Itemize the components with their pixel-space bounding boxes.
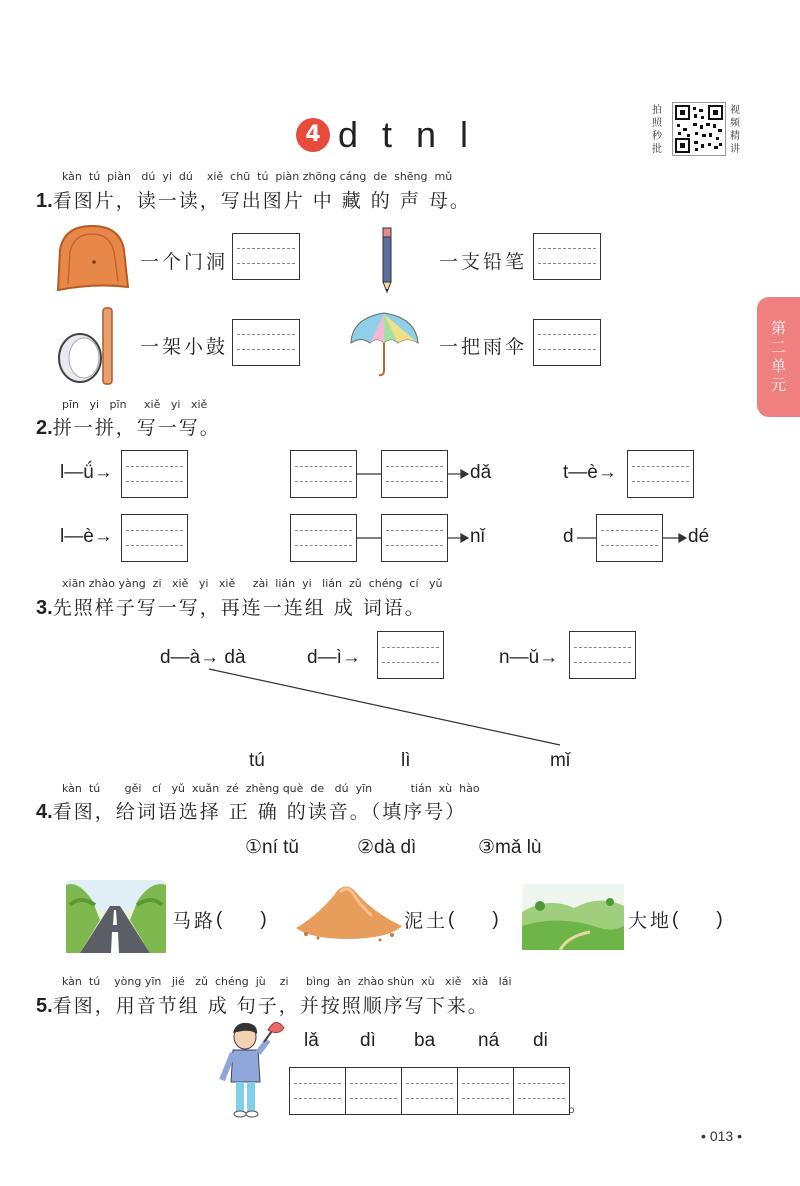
land-landscape-icon — [522, 884, 624, 950]
q2-e-box-2[interactable] — [381, 514, 448, 562]
q2-e-result: nǐ — [470, 526, 485, 547]
q3-example: d—à→ dà — [160, 647, 246, 668]
q4-word-road: 马路 — [172, 910, 217, 932]
q4-word-land: 大地 — [628, 910, 673, 932]
q5-pinyin: kàn tú yòng yīn jié zǔ chéng jù zi bìng àn zhào shùn xù xiě xià lái — [62, 975, 512, 988]
lesson-number-badge: 4 — [296, 118, 330, 152]
unit-tab[interactable] — [757, 297, 800, 417]
q5-end-mark: 。 — [568, 1094, 591, 1116]
q2-d-initial: l—è→ — [60, 526, 113, 547]
q2-f-result: dé — [688, 526, 710, 547]
q1-title — [36, 186, 471, 213]
q4-word-soil: 泥土 — [404, 910, 449, 932]
q2-b-result: dǎ — [470, 462, 492, 483]
q2-title — [36, 413, 221, 440]
q1-item-door: 一个门洞 — [140, 251, 229, 273]
q4-pinyin: kàn tú gěi cí yǔ xuǎn zé zhèng què de dú yīn tián xù hào — [62, 782, 480, 795]
q2-e-box-1[interactable] — [290, 514, 357, 562]
q4-answer-road[interactable]: ( ) — [216, 909, 267, 930]
q4-title — [36, 797, 466, 824]
q1-pinyin: kàn tú piàn dú yi dú xiě chū tú piàn zhōng cáng de shēng mǔ — [62, 170, 453, 183]
q5-text: 看图，用音节组 成 句子，并按照顺序写下来。 — [52, 995, 489, 1017]
q4-number: 4. — [36, 801, 53, 823]
q5-syllable-5: di — [533, 1030, 548, 1051]
unit-tab-label: 第二单元 — [770, 319, 786, 394]
q3-item3-initial: n—ǔ→ — [499, 647, 559, 668]
q4-answer-land[interactable]: ( ) — [672, 909, 723, 930]
q3-word-1: tú — [249, 750, 265, 771]
q1-answer-box-umbrella[interactable] — [533, 319, 601, 366]
q3-item3-answer-box[interactable] — [569, 631, 636, 679]
door-arch-icon — [58, 226, 128, 290]
q3-word-2: lì — [401, 750, 411, 771]
qr-right-label: 视频精讲 — [730, 105, 740, 155]
q3-title — [36, 593, 426, 620]
q2-a-answer-box[interactable] — [121, 450, 188, 498]
lesson-title: d t n l — [338, 114, 473, 155]
q2-f-initial: d — [563, 526, 574, 547]
q5-answer-box-4[interactable] — [457, 1067, 514, 1115]
q5-syllable-4: ná — [478, 1030, 500, 1051]
drum-icon — [59, 308, 112, 384]
q2-d-answer-box[interactable] — [121, 514, 188, 562]
q3-pinyin: xiān zhào yàng zi xiě yi xiě zài lián yi lián zǔ chéng cí yǔ — [62, 577, 443, 590]
q1-item-drum: 一架小鼓 — [140, 336, 229, 358]
q2-b-box-2[interactable] — [381, 450, 448, 498]
q2-f-answer-box[interactable] — [596, 514, 663, 562]
pencil-icon — [383, 228, 391, 292]
q1-answer-box-drum[interactable] — [232, 319, 300, 366]
q3-item2-initial: d—ì→ — [307, 647, 361, 668]
q2-c-initial: t—è→ — [563, 462, 617, 483]
q3-word-3: mǐ — [550, 750, 571, 771]
q5-answer-box-3[interactable] — [401, 1067, 458, 1115]
q5-syllable-2: dì — [360, 1030, 376, 1051]
qr-code-block[interactable] — [650, 102, 750, 160]
q5-answer-box-5[interactable] — [513, 1067, 570, 1115]
soil-mound-icon — [296, 887, 402, 942]
q4-option-3: ③mǎ lù — [478, 837, 542, 858]
qr-code-icon[interactable] — [672, 102, 726, 156]
q4-option-2: ②dà dì — [357, 837, 417, 858]
q1-text: 看图片，读一读，写出图片 中 藏 的 声 母。 — [52, 190, 471, 212]
q4-text: 看图，给词语选择 正 确 的读音。（填序号） — [52, 801, 467, 823]
q3-item2-answer-box[interactable] — [377, 631, 444, 679]
q2-c-answer-box[interactable] — [627, 450, 694, 498]
q5-answer-box-1[interactable] — [289, 1067, 346, 1115]
q1-answer-box-door[interactable] — [232, 233, 300, 280]
q5-syllable-3: ba — [414, 1030, 436, 1051]
q3-number: 3. — [36, 597, 53, 619]
q2-b-box-1[interactable] — [290, 450, 357, 498]
q5-syllable-1: lǎ — [304, 1030, 319, 1051]
q5-title — [36, 991, 489, 1018]
boy-with-trumpet-icon — [222, 1022, 284, 1117]
q1-answer-box-pencil[interactable] — [533, 233, 601, 280]
page-number: • 013 • — [701, 1128, 742, 1144]
q3-text: 先照样子写一写，再连一连组 成 词语。 — [52, 597, 426, 619]
q1-item-pencil: 一支铅笔 — [439, 251, 528, 273]
qr-left-label: 拍照秒批 — [652, 105, 662, 155]
q2-pinyin: pīn yi pīn xiě yi xiě — [62, 398, 208, 411]
q2-text: 拼一拼，写一写。 — [52, 417, 221, 439]
q5-answer-box-2[interactable] — [345, 1067, 402, 1115]
q4-answer-soil[interactable]: ( ) — [448, 909, 499, 930]
q2-number: 2. — [36, 417, 53, 439]
q5-number: 5. — [36, 995, 53, 1017]
q2-a-initial: l—ǘ→ — [60, 462, 113, 483]
road-picture-icon — [66, 880, 166, 953]
q4-option-1: ①ní tǔ — [245, 837, 300, 858]
q1-number: 1. — [36, 190, 53, 212]
umbrella-icon — [351, 313, 418, 375]
q1-item-umbrella: 一把雨伞 — [439, 336, 528, 358]
